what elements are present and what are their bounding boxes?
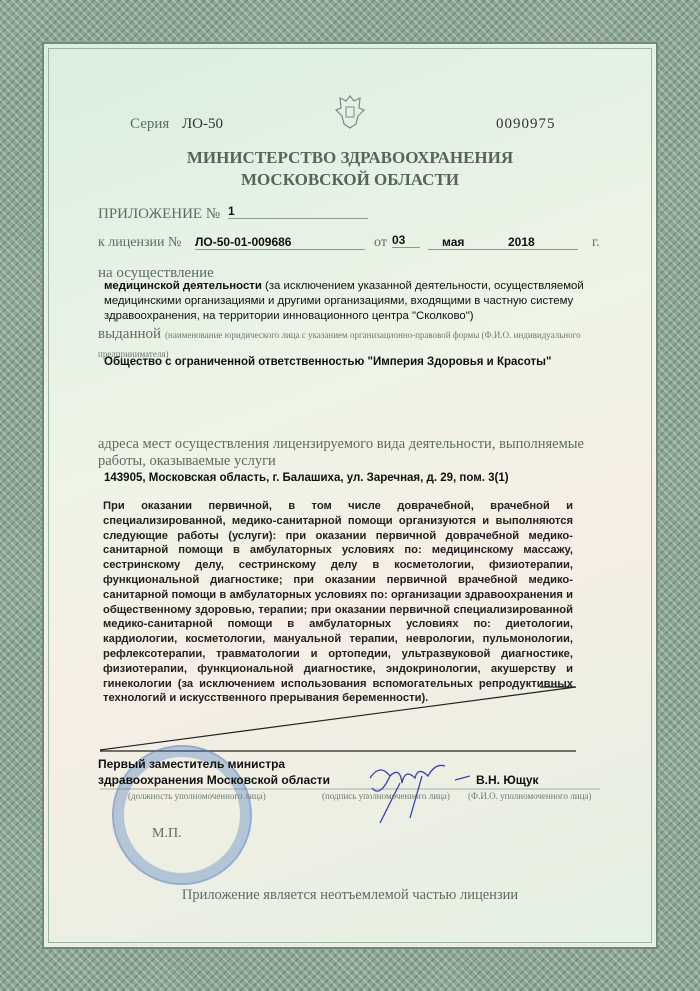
activity-label: на осуществление (98, 265, 214, 281)
signer-name: В.Н. Ющук (476, 773, 539, 787)
date-month: мая (428, 235, 578, 250)
organization-name: Общество с ограниченной ответственностью "Империя Здоровья и Красоты" (104, 356, 552, 368)
activity-type: медицинской деятельности (104, 280, 262, 292)
caption-position: (должность уполномоченного лица) (128, 791, 266, 801)
appendix-label: ПРИЛОЖЕНИЕ № (98, 206, 221, 222)
serial-number: 0090975 (496, 116, 556, 132)
license-number: ЛО-50-01-009686 (195, 235, 365, 250)
series-value: ЛО-50 (182, 116, 224, 132)
caption-signature: (подпись уполномоченного лица) (322, 791, 450, 801)
activity-scope: (за исключением указанной деятельности, осуществляемой медицинскими организациями и другими организациями, входящими в частную систему здравоохранения, на территории инновационного центра "Сколково") (104, 280, 584, 322)
seal-place: М.П. (152, 826, 182, 841)
signer-position-line2: здравоохранения Московской области (98, 773, 331, 787)
caption-name: (Ф.И.О. уполномоченного лица) (468, 791, 592, 801)
date-year: 2018 (508, 235, 535, 249)
date-day: 03 (392, 233, 420, 248)
date-suffix: г. (592, 235, 600, 250)
address-value: 143905, Московская область, г. Балашиха, ул. Заречная, д. 29, пом. 3(1) (104, 472, 509, 484)
footer-note: Приложение является неотъемлемой частью лицензии (181, 887, 519, 903)
ministry-title-line1: МИНИСТЕРСТВО ЗДРАВООХРАНЕНИЯ (186, 148, 514, 167)
date-from-label: от (374, 235, 387, 250)
ministry-title-line2: МОСКОВСКОЙ ОБЛАСТИ (240, 170, 460, 189)
appendix-number: 1 (228, 204, 368, 219)
series-label: Серия (130, 116, 170, 132)
address-label: адреса мест осуществления лицензируемого вида деятельности, выполняемые работы, оказываемые услуги (98, 436, 584, 469)
services-text: При оказании первичной, в том числе доврачебной, врачебной и специализированной, медико-санитарной помощи организуются и выполняются следующие работы (услуги): при оказании первичной доврачебной медико-санитарной помощи в амбулаторных условиях по: медицинскому массажу, сестринскому делу, сестринскому делу в косметологии, физиотерапии, функциональной диагностике; при оказании первичной врачебной медико-санитарной помощи в амбулаторных условиях по: организации здравоохранения и общественному здоровью, терапии; при оказании первичной специализированной медико-санитарной помощи в амбулаторных условиях по: диетологии, кардиологии, косметологии, мануальной терапии, неврологии, пульмонологии, рефлексотерапии, травматологии и ортопедии, ультразвуковой диагностике, физиотерапии, функциональной диагностике, эндокринологии, акушерству и гинекологии (за исключением использования вспомогательных репродуктивных технологий и искусственного прерывания беременности). (103, 500, 573, 705)
issued-label: выданной (98, 326, 162, 342)
license-label: к лицензии № (98, 235, 182, 250)
signer-position-line1: Первый заместитель министра (98, 757, 286, 771)
issued-hint: (наименование юридического лица с указанием организационно-правовой формы (Ф.И.О. индивидуального предпринимателя) (98, 330, 581, 359)
